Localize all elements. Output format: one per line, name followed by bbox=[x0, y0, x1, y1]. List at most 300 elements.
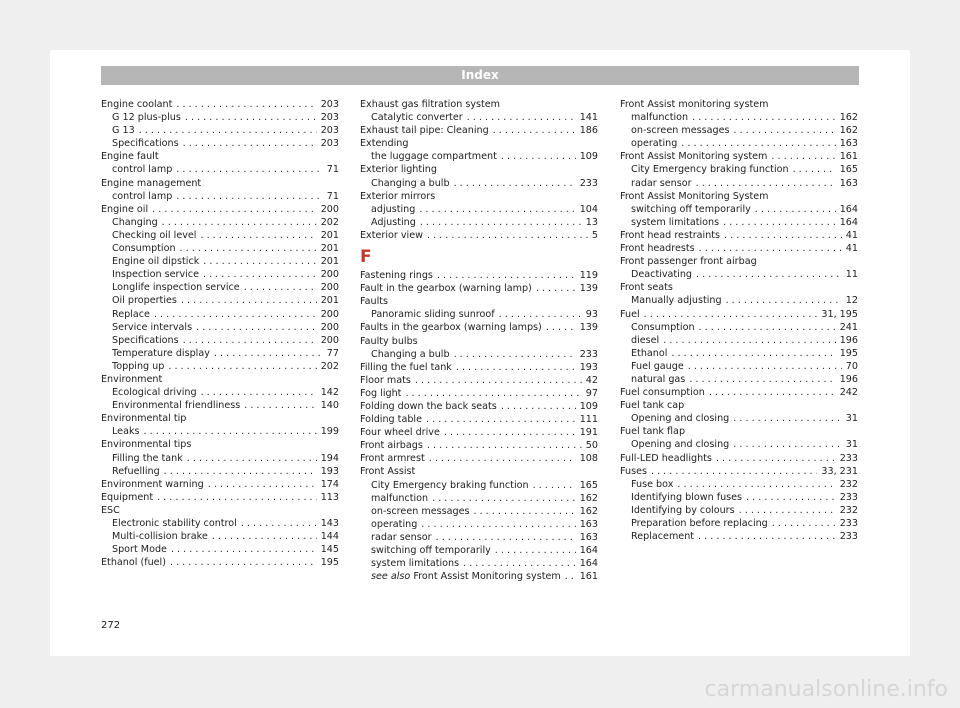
index-entry-page: 143 bbox=[320, 518, 339, 529]
dot-leader bbox=[709, 386, 836, 399]
index-entry-label: Folding down the back seats bbox=[360, 400, 497, 412]
dot-leader bbox=[724, 229, 842, 242]
dot-leader bbox=[793, 163, 836, 176]
index-entry-label: Ethanol (fuel) bbox=[101, 557, 166, 569]
index-entry-page: 193 bbox=[320, 465, 339, 477]
dot-leader bbox=[546, 321, 576, 334]
dot-leader bbox=[183, 334, 317, 347]
index-heading: Faults bbox=[360, 296, 389, 308]
dot-leader bbox=[565, 570, 576, 583]
index-entry-page: 186 bbox=[579, 125, 598, 137]
index-entry-label: G 13 bbox=[112, 125, 135, 137]
index-entry-page: 71 bbox=[326, 164, 339, 176]
dot-leader bbox=[454, 177, 576, 190]
dot-leader bbox=[677, 478, 835, 491]
index-entry-page: 108 bbox=[579, 453, 598, 465]
index-entry bbox=[620, 360, 858, 373]
dot-leader bbox=[533, 479, 576, 492]
index-entry-label: Floor mats bbox=[360, 374, 411, 386]
index-entry-page: 119 bbox=[579, 270, 598, 282]
dot-leader bbox=[772, 517, 836, 530]
index-entry-label: Ecological driving bbox=[112, 387, 197, 399]
index-entry-label: Fuel bbox=[620, 308, 640, 320]
index-column-2 bbox=[360, 98, 598, 583]
index-entry-label: diesel bbox=[631, 334, 660, 346]
index-entry bbox=[360, 308, 598, 321]
dot-leader bbox=[733, 124, 835, 137]
index-entry-page: 200 bbox=[320, 269, 339, 281]
index-entry-label: Filling the tank bbox=[112, 452, 183, 464]
dot-leader bbox=[139, 124, 317, 137]
index-entry-label: Topping up bbox=[112, 360, 165, 372]
index-entry-page: 163 bbox=[579, 531, 598, 543]
index-entry-page: 242 bbox=[839, 387, 858, 399]
index-heading: Fuel tank cap bbox=[620, 400, 685, 412]
index-entry-page: 200 bbox=[320, 203, 339, 215]
dot-leader bbox=[212, 530, 317, 543]
page-number: 272 bbox=[101, 620, 121, 631]
index-entry-page: 200 bbox=[320, 334, 339, 346]
index-entry-label: malfunction bbox=[371, 492, 429, 504]
index-entry bbox=[101, 255, 339, 268]
dot-leader bbox=[162, 216, 317, 229]
index-entry bbox=[360, 413, 598, 426]
dot-leader bbox=[181, 294, 317, 307]
index-entry bbox=[620, 321, 858, 334]
index-entry bbox=[360, 426, 598, 439]
dot-leader bbox=[168, 360, 316, 373]
index-entry bbox=[101, 386, 339, 399]
index-entry-label: Front armrest bbox=[360, 453, 425, 465]
index-heading: ESC bbox=[101, 504, 120, 516]
index-entry-page: 140 bbox=[320, 400, 339, 412]
index-entry-page: 193 bbox=[579, 361, 598, 373]
index-entry-page: 203 bbox=[320, 112, 339, 124]
dot-leader bbox=[501, 150, 576, 163]
index-entry-label: Exterior view bbox=[360, 229, 423, 241]
index-entry-page: 93 bbox=[585, 309, 598, 321]
dot-leader bbox=[499, 308, 582, 321]
index-entry bbox=[101, 229, 339, 242]
dot-leader bbox=[208, 478, 317, 491]
dot-leader bbox=[495, 544, 576, 557]
index-entry bbox=[620, 177, 858, 190]
index-entry-page: 13 bbox=[585, 216, 598, 228]
index-entry-page: 70 bbox=[845, 360, 858, 372]
index-entry-label: Faults in the gearbox (warning lamps) bbox=[360, 322, 542, 334]
dot-leader bbox=[436, 531, 576, 544]
index-entry-page: 233 bbox=[839, 531, 858, 543]
index-entry bbox=[620, 504, 858, 517]
dot-leader bbox=[698, 530, 836, 543]
index-entry bbox=[360, 400, 598, 413]
dot-leader bbox=[746, 491, 836, 504]
index-entry-label: Identifying by colours bbox=[631, 504, 735, 516]
dot-leader bbox=[187, 452, 317, 465]
index-entry-page: 233 bbox=[839, 518, 858, 529]
index-entry-page: 233 bbox=[839, 452, 858, 464]
index-entry-label: Four wheel drive bbox=[360, 427, 440, 439]
index-entry bbox=[101, 137, 339, 150]
index-entry-page: 195 bbox=[320, 557, 339, 569]
index-entry-label: Consumption bbox=[112, 243, 176, 255]
index-entry-label: Engine oil bbox=[101, 203, 149, 215]
index-entry-label: Leaks bbox=[112, 426, 140, 438]
index-entry-page: 145 bbox=[320, 544, 339, 556]
index-entry-page: 71 bbox=[326, 190, 339, 202]
index-heading: Exterior mirrors bbox=[360, 190, 436, 202]
index-entry-page: 163 bbox=[579, 518, 598, 530]
index-entry-page: 97 bbox=[585, 387, 598, 399]
index-entry-label: Front airbags bbox=[360, 440, 423, 452]
dot-leader bbox=[696, 177, 836, 190]
index-entry-label: Consumption bbox=[631, 321, 695, 333]
index-entry bbox=[620, 163, 858, 176]
index-entry bbox=[360, 124, 598, 137]
index-entry bbox=[360, 544, 598, 557]
dot-leader bbox=[473, 505, 575, 518]
index-entry-label: Preparation before replacing bbox=[631, 518, 768, 529]
dot-leader bbox=[696, 268, 842, 281]
index-entry bbox=[360, 269, 598, 282]
dot-leader bbox=[651, 465, 817, 478]
index-entry-page: 113 bbox=[320, 491, 339, 503]
index-entry-label: Fuse box bbox=[631, 478, 674, 490]
index-entry-label: adjusting bbox=[371, 203, 416, 215]
dot-leader bbox=[420, 216, 582, 229]
index-entry bbox=[101, 543, 339, 556]
index-entry-label: Equipment bbox=[101, 491, 154, 503]
index-entry-label: operating bbox=[631, 138, 678, 150]
dot-leader bbox=[681, 137, 835, 150]
index-heading: Exterior lighting bbox=[360, 164, 437, 176]
dot-leader bbox=[444, 426, 576, 439]
index-entry bbox=[101, 321, 339, 334]
index-column-1 bbox=[101, 98, 339, 569]
index-entry-page: 201 bbox=[320, 229, 339, 241]
dot-leader bbox=[183, 137, 317, 150]
dot-leader bbox=[176, 98, 316, 111]
index-entry bbox=[620, 268, 858, 281]
index-entry bbox=[360, 374, 598, 387]
index-entry bbox=[101, 491, 339, 504]
index-entry-page: 233 bbox=[579, 177, 598, 189]
index-entry-page: 141 bbox=[579, 112, 598, 124]
index-entry bbox=[101, 124, 339, 137]
index-entry-page: 162 bbox=[839, 112, 858, 124]
index-entry-label: Opening and closing bbox=[631, 413, 730, 425]
index-entry-page: 162 bbox=[839, 125, 858, 137]
index-entry-page: 42 bbox=[585, 374, 598, 386]
index-entry-label: Front head restraints bbox=[620, 229, 721, 241]
index-entry-label: Changing bbox=[112, 216, 158, 228]
dot-leader bbox=[415, 374, 582, 387]
index-entry bbox=[620, 124, 858, 137]
index-entry-page: 194 bbox=[320, 452, 339, 464]
index-heading: Extending bbox=[360, 138, 409, 150]
index-entry-page: 161 bbox=[579, 571, 598, 583]
index-entry-page: 233 bbox=[579, 348, 598, 360]
index-entry bbox=[360, 452, 598, 465]
index-entry-page: 196 bbox=[839, 334, 858, 346]
dot-leader bbox=[429, 452, 576, 465]
index-entry-label: natural gas bbox=[631, 373, 686, 385]
index-entry bbox=[101, 268, 339, 281]
index-entry-page: 33, 231 bbox=[821, 465, 858, 477]
dot-leader bbox=[733, 412, 842, 425]
index-heading: Environmental tips bbox=[101, 439, 192, 451]
index-entry-page: 200 bbox=[320, 282, 339, 294]
index-entry-label: radar sensor bbox=[371, 531, 432, 543]
dot-leader bbox=[644, 308, 818, 321]
index-entry-label: City Emergency braking function bbox=[371, 479, 529, 491]
index-entry-label: Catalytic converter bbox=[371, 112, 463, 124]
dot-leader bbox=[689, 373, 835, 386]
index-entry-label: Refuelling bbox=[112, 465, 160, 477]
index-entry bbox=[620, 347, 858, 360]
index-heading: Engine management bbox=[101, 177, 202, 189]
index-entry-page: 161 bbox=[839, 151, 858, 163]
index-entry bbox=[360, 479, 598, 492]
index-entry bbox=[620, 438, 858, 451]
index-entry-label: Temperature display bbox=[112, 347, 210, 359]
index-entry-page: 11 bbox=[845, 269, 858, 281]
index-entry-label: switching off temporarily bbox=[371, 545, 491, 556]
index-entry-page: 162 bbox=[579, 505, 598, 517]
dot-leader bbox=[493, 124, 576, 137]
index-entry bbox=[101, 203, 339, 216]
dot-leader bbox=[536, 282, 576, 295]
index-entry-label: operating bbox=[371, 518, 418, 530]
index-entry-page: 200 bbox=[320, 308, 339, 320]
dot-leader bbox=[203, 255, 316, 268]
index-entry bbox=[101, 556, 339, 569]
index-entry-page: 203 bbox=[320, 99, 339, 110]
dot-leader bbox=[739, 504, 836, 517]
see-also-target: Front Assist Monitoring system bbox=[410, 571, 561, 583]
dot-leader bbox=[437, 269, 576, 282]
index-entry bbox=[360, 505, 598, 518]
index-entry-label: Deactivating bbox=[631, 269, 693, 281]
dot-leader bbox=[405, 387, 581, 400]
index-entry bbox=[101, 281, 339, 294]
index-entry bbox=[101, 308, 339, 321]
index-entry bbox=[620, 412, 858, 425]
index-entry bbox=[101, 452, 339, 465]
index-heading: Environmental tip bbox=[101, 413, 187, 425]
index-heading: Fuel tank flap bbox=[620, 426, 686, 438]
dot-leader bbox=[203, 268, 317, 281]
index-entry bbox=[360, 282, 598, 295]
dot-leader bbox=[170, 556, 317, 569]
dot-leader bbox=[419, 203, 575, 216]
index-entry-label: Front Assist Monitoring system bbox=[620, 151, 768, 163]
index-entry bbox=[101, 425, 339, 438]
dot-leader bbox=[432, 492, 576, 505]
index-entry-page: 163 bbox=[839, 138, 858, 150]
dot-leader bbox=[733, 438, 842, 451]
index-entry bbox=[620, 308, 858, 321]
index-entry-label: Folding table bbox=[360, 414, 422, 426]
index-entry bbox=[360, 518, 598, 531]
index-header: Index bbox=[101, 66, 859, 85]
index-entry-label: Specifications bbox=[112, 334, 179, 346]
dot-leader bbox=[214, 347, 323, 360]
index-entry-label: Environment warning bbox=[101, 478, 204, 490]
dot-leader bbox=[467, 111, 576, 124]
index-entry-label: Replace bbox=[112, 308, 150, 320]
dot-leader bbox=[726, 294, 842, 307]
index-entry bbox=[360, 531, 598, 544]
index-entry-label: Manually adjusting bbox=[631, 295, 722, 307]
index-entry-label: Changing a bulb bbox=[371, 348, 450, 360]
index-entry bbox=[101, 98, 339, 111]
index-entry bbox=[360, 216, 598, 229]
dot-leader bbox=[426, 413, 576, 426]
index-entry-label: Fuel consumption bbox=[620, 387, 705, 399]
index-entry bbox=[620, 294, 858, 307]
index-entry-label: Panoramic sliding sunroof bbox=[371, 309, 495, 321]
index-entry-page: 201 bbox=[320, 256, 339, 268]
index-heading: Front seats bbox=[620, 282, 673, 294]
index-entry-label: Replacement bbox=[631, 531, 695, 543]
index-entry-label: Checking oil level bbox=[112, 229, 197, 241]
index-entry-label: control lamp bbox=[112, 190, 173, 202]
dot-leader bbox=[154, 308, 317, 321]
index-entry bbox=[101, 163, 339, 176]
index-heading: Front passenger front airbag bbox=[620, 256, 757, 268]
index-entry bbox=[620, 452, 858, 465]
index-entry bbox=[360, 387, 598, 400]
dot-leader bbox=[716, 452, 836, 465]
index-heading: Front Assist monitoring system bbox=[620, 99, 769, 110]
index-entry-label: Environmental friendliness bbox=[112, 400, 241, 412]
index-entry-page: 232 bbox=[839, 478, 858, 490]
index-entry-page: 191 bbox=[579, 427, 598, 439]
index-entry-page: 164 bbox=[579, 558, 598, 570]
index-entry-page: 142 bbox=[320, 387, 339, 399]
index-entry bbox=[360, 150, 598, 163]
index-entry-label: Opening and closing bbox=[631, 439, 730, 451]
dot-leader bbox=[663, 334, 835, 347]
index-entry-page: 31 bbox=[845, 413, 858, 425]
index-entry-page: 202 bbox=[320, 360, 339, 372]
index-entry bbox=[360, 177, 598, 190]
index-entry bbox=[620, 137, 858, 150]
index-entry-label: Full-LED headlights bbox=[620, 452, 712, 464]
index-entry bbox=[620, 517, 858, 530]
index-heading: Exhaust gas filtration system bbox=[360, 99, 501, 110]
index-entry-label bbox=[371, 570, 561, 583]
index-entry-label: Front headrests bbox=[620, 243, 695, 255]
index-entry bbox=[101, 517, 339, 530]
index-entry-page: 200 bbox=[320, 321, 339, 333]
index-entry-label: Changing a bulb bbox=[371, 177, 450, 189]
index-entry bbox=[360, 321, 598, 334]
index-entry-label: Electronic stability control bbox=[112, 518, 237, 529]
index-entry-page: 164 bbox=[579, 545, 598, 556]
index-heading: Faulty bulbs bbox=[360, 335, 418, 347]
index-entry-label: control lamp bbox=[112, 164, 173, 176]
dot-leader bbox=[427, 439, 582, 452]
index-entry bbox=[620, 229, 858, 242]
index-entry bbox=[101, 360, 339, 373]
index-entry-label: Identifying blown fuses bbox=[631, 491, 743, 503]
index-entry bbox=[620, 478, 858, 491]
index-entry bbox=[620, 111, 858, 124]
index-entry bbox=[620, 491, 858, 504]
index-entry-label: on-screen messages bbox=[631, 125, 730, 137]
dot-leader bbox=[421, 518, 575, 531]
see-also-text: see also bbox=[371, 571, 411, 583]
index-entry-page: 233 bbox=[839, 491, 858, 503]
index-entry-label: City Emergency braking function bbox=[631, 164, 789, 176]
index-entry-page: 31, 195 bbox=[821, 308, 858, 320]
index-entry-label: Inspection service bbox=[112, 269, 199, 281]
dot-leader bbox=[196, 321, 317, 334]
index-entry bbox=[101, 465, 339, 478]
index-entry-label: Ethanol bbox=[631, 347, 668, 359]
index-entry-label: Fault in the gearbox (warning lamp) bbox=[360, 283, 532, 295]
index-entry-page: 104 bbox=[579, 203, 598, 215]
index-entry bbox=[101, 294, 339, 307]
dot-leader bbox=[463, 557, 576, 570]
index-entry-label: malfunction bbox=[631, 112, 689, 124]
index-entry-page: 165 bbox=[579, 479, 598, 491]
index-entry-label: Fuses bbox=[620, 465, 647, 477]
index-entry-page: 31 bbox=[845, 439, 858, 451]
index-entry bbox=[360, 203, 598, 216]
index-entry bbox=[620, 386, 858, 399]
index-entry-page: 201 bbox=[320, 295, 339, 307]
index-entry bbox=[620, 242, 858, 255]
index-entry-label: switching off temporarily bbox=[631, 203, 751, 215]
index-section-letter: F bbox=[360, 247, 372, 268]
index-entry-label: Exhaust tail pipe: Cleaning bbox=[360, 125, 489, 137]
index-entry-page: 111 bbox=[579, 414, 598, 426]
index-entry bbox=[101, 347, 339, 360]
index-entry-page: 163 bbox=[839, 177, 858, 189]
dot-leader bbox=[164, 465, 317, 478]
index-entry-label: Fastening rings bbox=[360, 270, 433, 282]
index-entry-page: 164 bbox=[839, 216, 858, 228]
index-entry-page: 195 bbox=[839, 347, 858, 359]
index-entry-page: 202 bbox=[320, 216, 339, 228]
index-heading: Front Assist bbox=[360, 466, 416, 478]
index-entry-page: 232 bbox=[839, 504, 858, 516]
index-heading: Environment bbox=[101, 373, 163, 385]
dot-leader bbox=[201, 386, 317, 399]
index-entry-page: 174 bbox=[320, 478, 339, 490]
index-entry bbox=[620, 216, 858, 229]
dot-leader bbox=[144, 425, 317, 438]
index-entry bbox=[360, 361, 598, 374]
dot-leader bbox=[180, 242, 317, 255]
index-entry-label: G 12 plus-plus bbox=[112, 112, 181, 124]
index-entry-page: 41 bbox=[845, 229, 858, 241]
index-entry bbox=[101, 216, 339, 229]
index-entry-label: Filling the fuel tank bbox=[360, 361, 452, 373]
index-entry-label: Service intervals bbox=[112, 321, 193, 333]
dot-leader bbox=[755, 203, 836, 216]
dot-leader bbox=[692, 111, 836, 124]
dot-leader bbox=[200, 229, 316, 242]
index-entry-label: Longlife inspection service bbox=[112, 282, 240, 294]
index-entry-page: 41 bbox=[845, 243, 858, 255]
index-entry bbox=[101, 478, 339, 491]
index-entry-page: 201 bbox=[320, 243, 339, 255]
index-entry bbox=[360, 348, 598, 361]
